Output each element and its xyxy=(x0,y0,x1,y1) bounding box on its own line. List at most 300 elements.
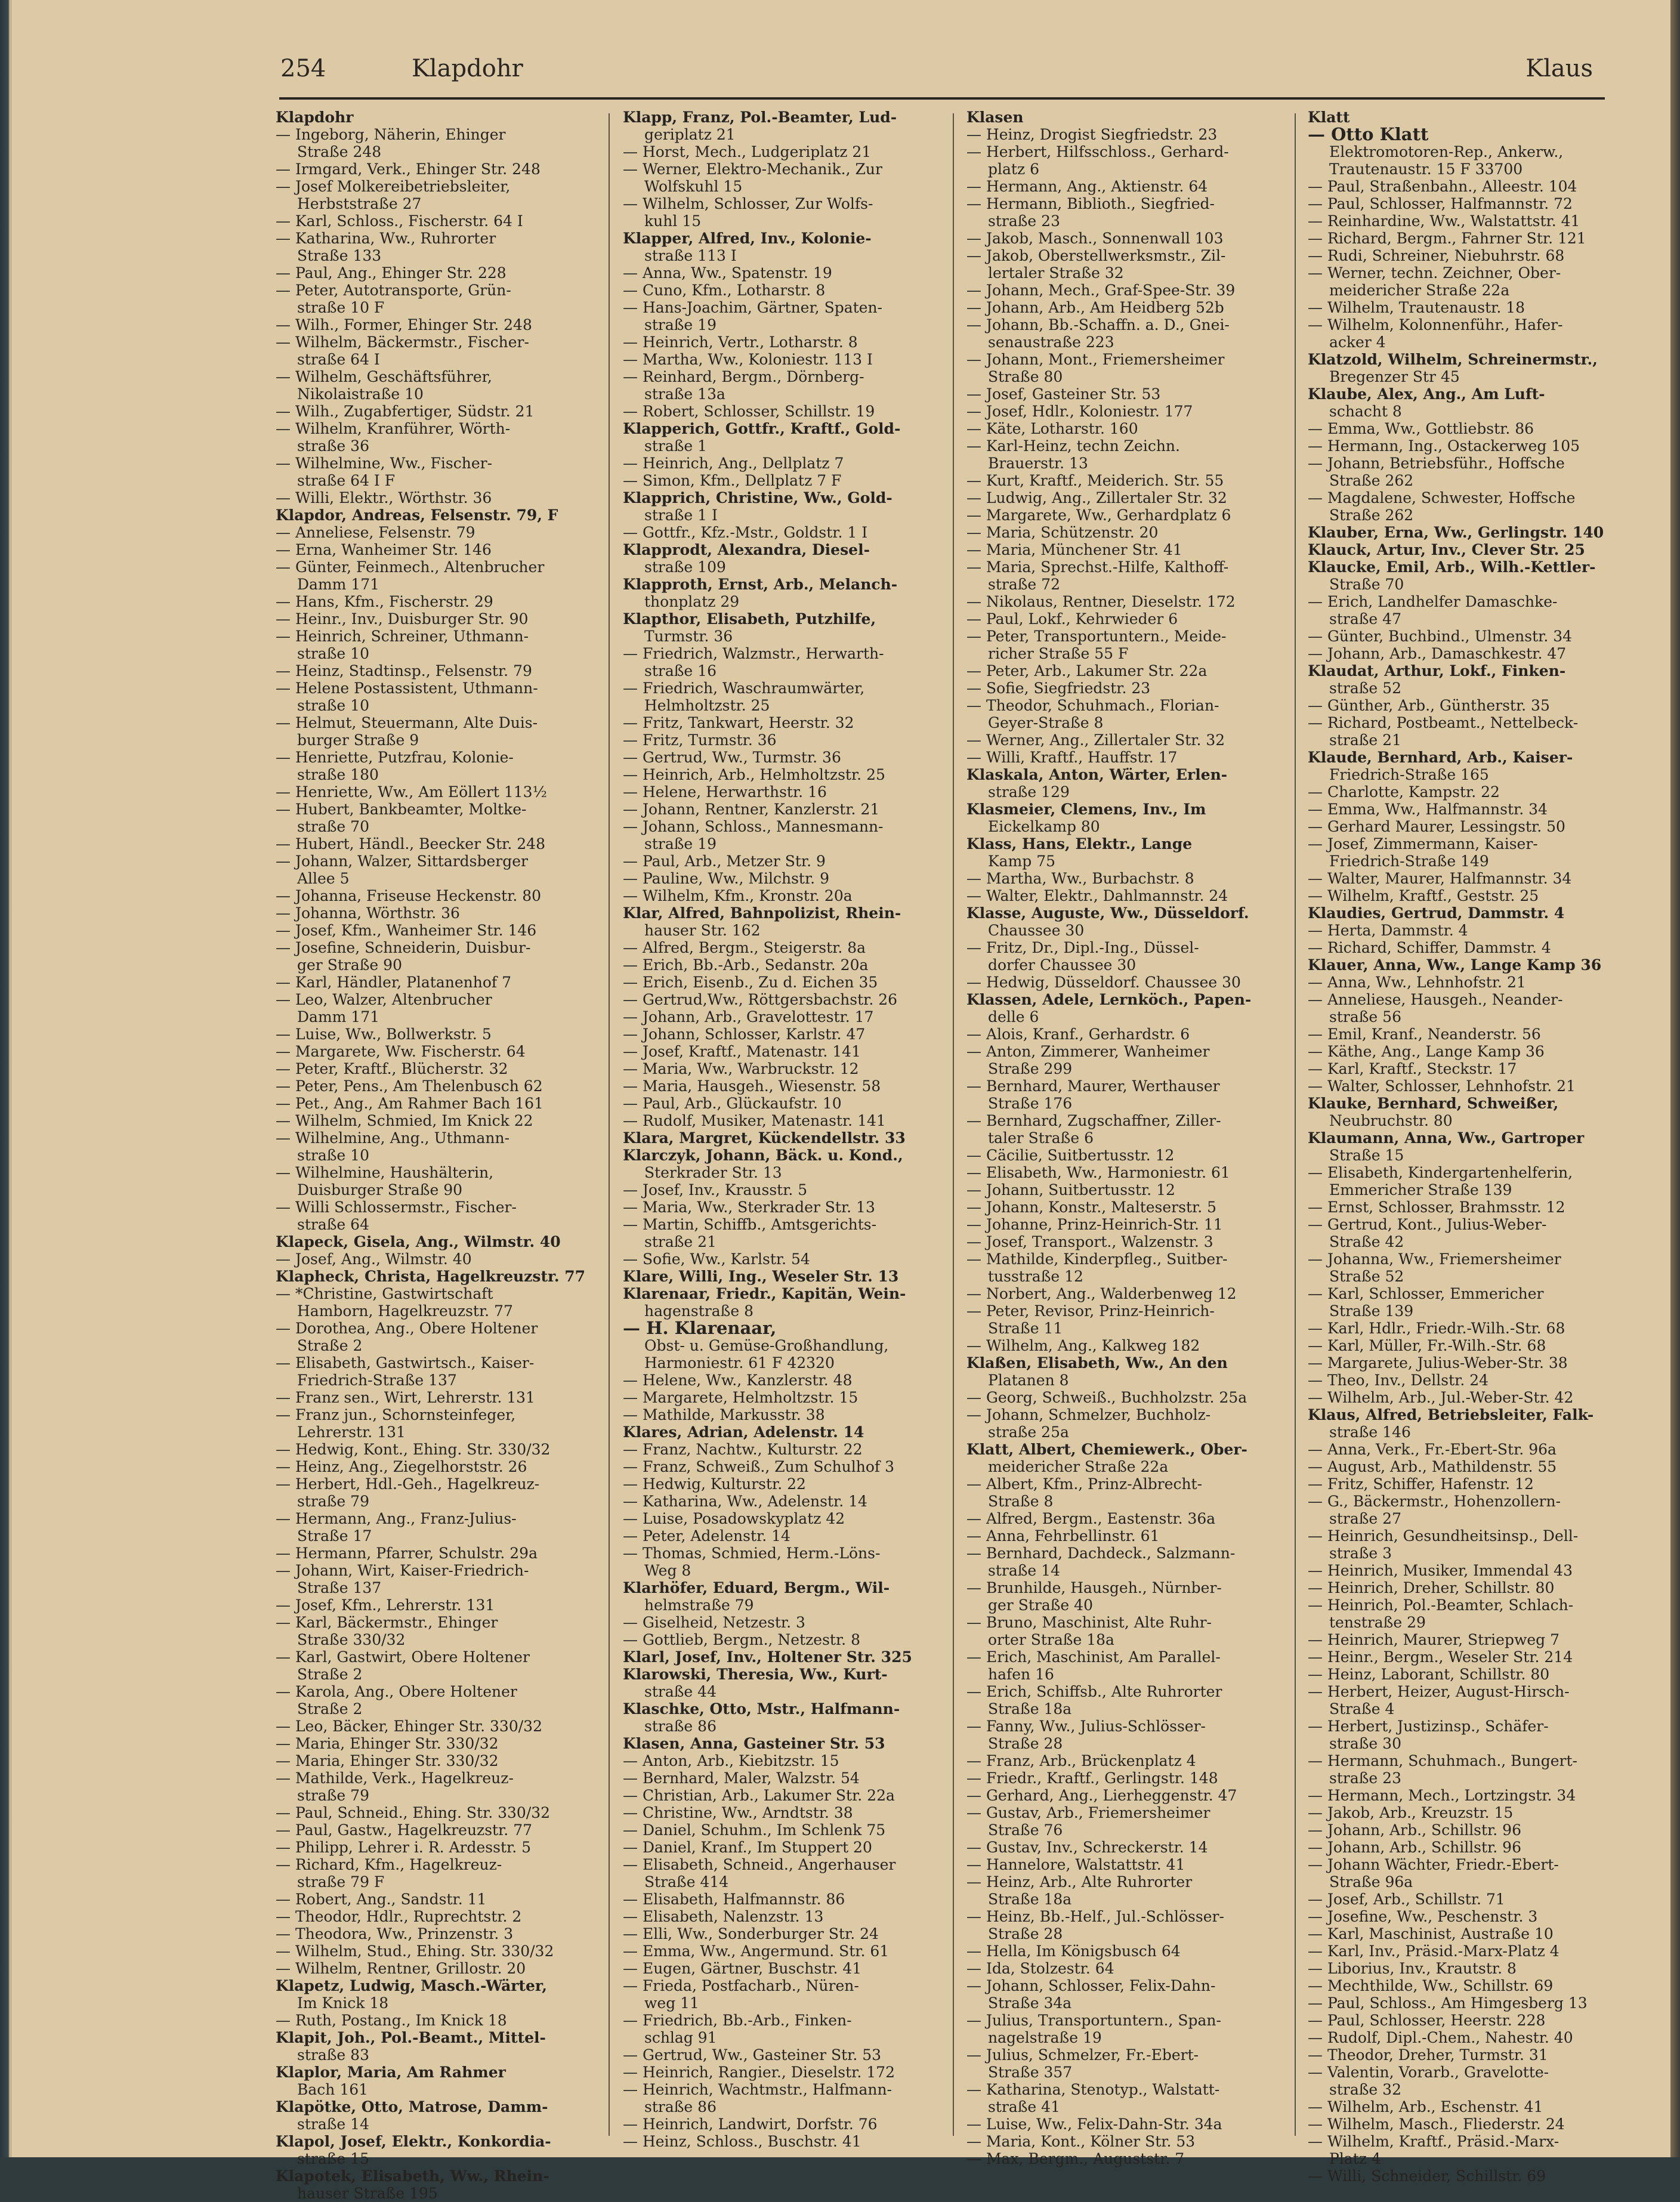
directory-entry-line: — Käthe, Ang., Lange Kamp 36 xyxy=(1308,1043,1545,1060)
directory-entry-line: straße 86 xyxy=(644,1718,717,1735)
directory-entry-line: Trautenaustr. 15 F 33700 xyxy=(1329,160,1523,178)
directory-entry-line: — Hedwig, Kulturstr. 22 xyxy=(623,1475,806,1493)
directory-entry-head: Klapdohr xyxy=(276,109,354,126)
directory-entry-line: — Heinrich, Rangier., Dieselstr. 172 xyxy=(623,2064,895,2081)
directory-entry-line: — Robert, Ang., Sandstr. 11 xyxy=(276,1891,487,1908)
directory-entry-line: Straße 80 xyxy=(988,368,1063,385)
directory-entry-line: — Mathilde, Verk., Hagelkreuz- xyxy=(276,1769,514,1787)
directory-entry-line: — Bernhard, Zugschaffner, Ziller- xyxy=(966,1112,1221,1129)
directory-entry-line: straße 1 I xyxy=(644,507,718,524)
directory-entry-line: — Johann Wächter, Friedr.-Ebert- xyxy=(1308,1856,1559,1873)
directory-entry-line: richer Straße 55 F xyxy=(988,645,1129,662)
directory-entry-line: — Johann, Arb., Gravelottestr. 17 xyxy=(623,1008,874,1026)
directory-entry-line: Straße 133 xyxy=(297,247,382,264)
directory-entry-line: — Walter, Schlosser, Lehnhofstr. 21 xyxy=(1308,1077,1576,1095)
directory-entry-line: — Wilhelm, Trautenaustr. 18 xyxy=(1308,299,1525,316)
directory-entry-line: straße 113 I xyxy=(644,247,737,264)
directory-entry-line: — Paul, Straßenbahn., Alleestr. 104 xyxy=(1308,178,1577,195)
directory-entry-line: — Wilhelmine, Ww., Fischer- xyxy=(276,455,493,472)
directory-entry-line: — Erich, Landhelfer Damaschke- xyxy=(1308,593,1558,610)
directory-entry-line: — Cuno, Kfm., Lotharstr. 8 xyxy=(623,282,826,299)
directory-entry-line: — Johann, Mont., Friemersheimer xyxy=(966,351,1225,368)
directory-entry-line: — Hermann, Ang., Franz-Julius- xyxy=(276,1510,517,1527)
directory-entry-line: — August, Arb., Mathildenstr. 55 xyxy=(1308,1458,1557,1475)
directory-entry-line: — Katharina, Stenotyp., Walstatt- xyxy=(966,2081,1220,2098)
directory-entry-line: — Bernhard, Maler, Walzstr. 54 xyxy=(623,1769,860,1787)
directory-entry-line: — Julius, Schmelzer, Fr.-Ebert- xyxy=(966,2046,1199,2064)
directory-entry-head: Klaßen, Elisabeth, Ww., An den xyxy=(966,1354,1228,1372)
directory-entry-line: — Christian, Arb., Lakumer Str. 22a xyxy=(623,1787,895,1804)
directory-entry-line: — Walter, Maurer, Halfmannstr. 34 xyxy=(1308,870,1572,887)
directory-entry-line: — Friedrich, Bb.-Arb., Finken- xyxy=(623,2012,852,2029)
directory-entry-line: — Rudi, Schreiner, Niebuhrstr. 68 xyxy=(1308,247,1565,264)
directory-entry-line: Straße 96a xyxy=(1329,1873,1413,1891)
directory-entry-line: — Karl, Schlosser, Emmericher xyxy=(1308,1285,1544,1302)
directory-entry-line: — Josef, Inv., Krausstr. 5 xyxy=(623,1181,808,1199)
directory-entry-line: hafen 16 xyxy=(988,1666,1054,1683)
directory-entry-line: — Wilhelmine, Ang., Uthmann- xyxy=(276,1129,510,1147)
directory-entry-line: — Fritz, Tankwart, Heerstr. 32 xyxy=(623,714,854,731)
directory-entry-line: — Leo, Bäcker, Ehinger Str. 330/32 xyxy=(276,1718,542,1735)
directory-entry-line: — Peter, Adelenstr. 14 xyxy=(623,1527,790,1545)
directory-entry-head: Klaus, Alfred, Betriebsleiter, Falk- xyxy=(1308,1406,1594,1423)
directory-entry-line: straße 23 xyxy=(1329,1769,1401,1787)
directory-entry-line: — Erich, Eisenb., Zu d. Eichen 35 xyxy=(623,974,878,991)
directory-entry-line: straße 72 xyxy=(988,576,1060,593)
directory-entry-line: — Heinrich, Gesundheitsinsp., Dell- xyxy=(1308,1527,1579,1545)
directory-entry-line: — Johann, Arb., Schillstr. 96 xyxy=(1308,1821,1521,1839)
directory-entry-line: Damm 171 xyxy=(297,1008,380,1026)
directory-entry-line: — Charlotte, Kampstr. 22 xyxy=(1308,783,1500,801)
directory-entry-line: — Friedrich, Waschraumwärter, xyxy=(623,680,865,697)
directory-entry-line: Straße 176 xyxy=(988,1095,1073,1112)
directory-entry-line: delle 6 xyxy=(988,1008,1039,1026)
directory-entry-line: — Gottlieb, Bergm., Netzestr. 8 xyxy=(623,1631,860,1648)
directory-entry-line: — Franz, Arb., Brückenplatz 4 xyxy=(966,1752,1196,1769)
directory-entry-line: — Johann, Schlosser, Karlstr. 47 xyxy=(623,1026,866,1043)
directory-entry-line: — Georg, Schweiß., Buchholzstr. 25a xyxy=(966,1389,1247,1406)
directory-entry-line: straße 27 xyxy=(1329,1510,1401,1527)
directory-entry-line: — Johann, Suitbertusstr. 12 xyxy=(966,1181,1175,1199)
directory-entry-line: — Paul, Arb., Glückaufstr. 10 xyxy=(623,1095,842,1112)
directory-entry-line: Straße 18a xyxy=(988,1891,1072,1908)
directory-entry-line: senaustraße 223 xyxy=(988,333,1114,351)
directory-entry-line: — Heinrich, Ang., Dellplatz 7 xyxy=(623,455,844,472)
directory-entry-line: — Hannelore, Walstattstr. 41 xyxy=(966,1856,1185,1873)
directory-entry-line: — Johann, Mech., Graf-Spee-Str. 39 xyxy=(966,282,1236,299)
directory-entry-line: — Gertrud, Kont., Julius-Weber- xyxy=(1308,1216,1547,1233)
directory-entry-line: — Mathilde, Markusstr. 38 xyxy=(623,1406,825,1423)
directory-entry-line: Straße 76 xyxy=(988,1821,1063,1839)
directory-entry-line: — Simon, Kfm., Dellplatz 7 F xyxy=(623,472,842,489)
directory-entry-line: — Hans-Joachim, Gärtner, Spaten- xyxy=(623,299,882,316)
directory-entry-line: Straße 15 xyxy=(1329,1147,1404,1164)
directory-entry-line: — Käte, Lotharstr. 160 xyxy=(966,420,1138,437)
directory-entry-line: — Wilhelm, Ang., Kalkweg 182 xyxy=(966,1337,1200,1354)
directory-entry-line: — Heinz, Arb., Alte Ruhrorter xyxy=(966,1873,1193,1891)
directory-entry-line: — Wilhelm, Kraftf., Präsid.-Marx- xyxy=(1308,2133,1559,2150)
directory-entry-line: — Willi, Elektr., Wörthstr. 36 xyxy=(276,489,492,507)
directory-entry-line: — Josefine, Ww., Peschenstr. 3 xyxy=(1308,1908,1538,1925)
directory-entry-line: — Giselheid, Netzestr. 3 xyxy=(623,1614,805,1631)
directory-entry-line: — Gerhard Maurer, Lessingstr. 50 xyxy=(1308,818,1565,835)
directory-entry-head: Klatt xyxy=(1308,109,1350,126)
directory-entry-line: — Heinr., Inv., Duisburger Str. 90 xyxy=(276,610,529,628)
directory-entry-line: — Mechthilde, Ww., Schillstr. 69 xyxy=(1308,1977,1554,1994)
directory-entry-line: — Katharina, Ww., Adelenstr. 14 xyxy=(623,1493,867,1510)
directory-entry-line: — Hans, Kfm., Fischerstr. 29 xyxy=(276,593,493,610)
directory-entry-line: — Alois, Kranf., Gerhardstr. 6 xyxy=(966,1026,1190,1043)
directory-entry-line: straße 13a xyxy=(644,385,725,403)
directory-entry-head: Klaudat, Arthur, Lokf., Finken- xyxy=(1308,662,1566,680)
directory-entry-line: — Karl, Gastwirt, Obere Holtener xyxy=(276,1648,530,1666)
directory-entry-line: ger Straße 40 xyxy=(988,1596,1093,1614)
directory-entry-line: straße 36 xyxy=(297,437,369,455)
directory-entry-line: — Josef, Zimmermann, Kaiser- xyxy=(1308,835,1538,853)
directory-entry-head: Klaplor, Maria, Am Rahmer xyxy=(276,2064,506,2081)
directory-entry-line: Brauerstr. 13 xyxy=(988,455,1088,472)
directory-entry-head: Klarhöfer, Eduard, Bergm., Wil- xyxy=(623,1579,890,1596)
directory-entry-line: — Margarete, Julius-Weber-Str. 38 xyxy=(1308,1354,1568,1372)
directory-entry-line: Friedrich-Straße 165 xyxy=(1329,766,1489,783)
directory-entry-line: Straße 357 xyxy=(988,2064,1073,2081)
directory-entry-line: — Hermann, Ang., Aktienstr. 64 xyxy=(966,178,1208,195)
directory-entry-line: straße 3 xyxy=(1329,1545,1392,1562)
directory-entry-line: — Josef, Kfm., Lehrerstr. 131 xyxy=(276,1596,495,1614)
directory-entry-line: — Theodora, Ww., Prinzenstr. 3 xyxy=(276,1925,514,1942)
directory-entry-line: Turmstr. 36 xyxy=(644,628,733,645)
directory-entry-line: Elektromotoren-Rep., Ankerw., xyxy=(1329,143,1564,160)
directory-entry-line: — Wilhelm, Kranführer, Wörth- xyxy=(276,420,511,437)
directory-entry-line: — Gertrud, Ww., Turmstr. 36 xyxy=(623,749,841,766)
directory-entry-line: — Martin, Schiffb., Amtsgerichts- xyxy=(623,1216,877,1233)
directory-entry-line: — Josef, Gasteiner Str. 53 xyxy=(966,385,1161,403)
directory-entry-line: — Heinr., Bergm., Weseler Str. 214 xyxy=(1308,1648,1573,1666)
directory-entry-line: — Maria, Schützenstr. 20 xyxy=(966,524,1159,541)
directory-entry-line: orter Straße 18a xyxy=(988,1631,1114,1648)
directory-entry-line: Straße 262 xyxy=(1329,507,1414,524)
directory-entry-line: Neubruchstr. 80 xyxy=(1329,1112,1453,1129)
directory-entry-line: — Mathilde, Kinderpfleg., Suitber- xyxy=(966,1250,1228,1268)
directory-entry-line: Bregenzer Str 45 xyxy=(1329,368,1460,385)
directory-entry-line: — Maria, Kont., Kölner Str. 53 xyxy=(966,2133,1196,2150)
directory-entry-line: — Albert, Kfm., Prinz-Albrecht- xyxy=(966,1475,1203,1493)
directory-entry-line: — Wilh., Zugabfertiger, Südstr. 21 xyxy=(276,403,535,420)
directory-entry-line: — Wilhelm, Kolonnenführ., Hafer- xyxy=(1308,316,1563,333)
directory-entry-line: acker 4 xyxy=(1329,333,1386,351)
directory-entry-line: — Paul, Arb., Metzer Str. 9 xyxy=(623,853,826,870)
directory-entry-line: — Ernst, Schlosser, Brahmsstr. 12 xyxy=(1308,1199,1565,1216)
directory-entry-line: straße 129 xyxy=(988,783,1070,801)
directory-column-3 xyxy=(966,109,1293,2167)
directory-entry-line: — Elisabeth, Nalenzstr. 13 xyxy=(623,1908,824,1925)
directory-entry-line: Platanen 8 xyxy=(988,1372,1069,1389)
directory-entry-line: straße 14 xyxy=(988,1562,1060,1579)
directory-entry-line: straße 10 xyxy=(297,1147,369,1164)
directory-entry-head: Klare, Willi, Ing., Weseler Str. 13 xyxy=(623,1268,899,1285)
directory-entry-head: Klares, Adrian, Adelenstr. 14 xyxy=(623,1423,864,1441)
directory-entry-line: straße 10 xyxy=(297,645,369,662)
directory-entry-line: — Gertrud,Ww., Röttgersbachstr. 26 xyxy=(623,991,898,1008)
directory-entry-line: — Karl, Schloss., Fischerstr. 64 I xyxy=(276,212,523,230)
directory-entry-head: Klaskala, Anton, Wärter, Erlen- xyxy=(966,766,1228,783)
directory-entry-line: — Paul, Lokf., Kehrwieder 6 xyxy=(966,610,1178,628)
left-running-head: Klapdohr xyxy=(412,55,523,82)
directory-entry-line: Eickelkamp 80 xyxy=(988,818,1100,835)
directory-entry-line: — Johanna, Wörthstr. 36 xyxy=(276,904,460,922)
directory-entry-line: — Martha, Ww., Burbachstr. 8 xyxy=(966,870,1194,887)
directory-entry-line: — Richard, Schiffer, Dammstr. 4 xyxy=(1308,939,1551,956)
directory-entry-line: — Herta, Dammstr. 4 xyxy=(1308,922,1468,939)
directory-entry-line: — Ludwig, Ang., Zillertaler Str. 32 xyxy=(966,489,1227,507)
directory-entry-line: straße 19 xyxy=(644,835,717,853)
directory-entry-line: — Wilhelm, Rentner, Grillostr. 20 xyxy=(276,1960,526,1977)
directory-entry-line: — Karl, Maschinist, Austraße 10 xyxy=(1308,1925,1554,1942)
directory-entry-line: straße 52 xyxy=(1329,680,1401,697)
directory-entry-line: — Elli, Ww., Sonderburger Str. 24 xyxy=(623,1925,879,1942)
directory-entry-line: Lehrerstr. 131 xyxy=(297,1423,406,1441)
directory-entry-line: — Wilhelm, Kraftf., Geststr. 25 xyxy=(1308,887,1539,904)
directory-entry-line: straße 64 xyxy=(297,1216,369,1233)
directory-entry-line: Straße 248 xyxy=(297,143,382,160)
directory-entry-line: — Max, Bergm., Auguststr. 7 xyxy=(966,2150,1185,2167)
directory-entry-line: — Paul, Gastw., Hagelkreuzstr. 77 xyxy=(276,1821,533,1839)
directory-entry-line: — Josef, Hdlr., Koloniestr. 177 xyxy=(966,403,1193,420)
directory-entry-line: — Helmut, Steuermann, Alte Duis- xyxy=(276,714,538,731)
directory-entry-line: — Frieda, Postfacharb., Nüren- xyxy=(623,1977,859,1994)
directory-entry-line: — Johann, Rentner, Kanzlerstr. 21 xyxy=(623,801,880,818)
directory-entry-head: Klasen, Anna, Gasteiner Str. 53 xyxy=(623,1735,885,1752)
directory-entry-line: Allee 5 xyxy=(297,870,350,887)
directory-entry-head: Klauck, Artur, Inv., Clever Str. 25 xyxy=(1308,541,1585,558)
directory-entry-line: — Anton, Arb., Kiebitzstr. 15 xyxy=(623,1752,839,1769)
directory-entry-line: — Heinrich, Schreiner, Uthmann- xyxy=(276,628,529,645)
directory-entry-line: straße 47 xyxy=(1329,610,1401,628)
directory-entry-line: — Peter, Pens., Am Thelenbusch 62 xyxy=(276,1077,543,1095)
directory-entry-line: tenstraße 29 xyxy=(1329,1614,1426,1631)
directory-entry-line: straße 1 xyxy=(644,437,708,455)
directory-entry-head: Klapol, Josef, Elektr., Konkordia- xyxy=(276,2133,551,2150)
directory-entry-head: Klasen xyxy=(966,109,1024,126)
directory-entry-line: — Franz, Nachtw., Kulturstr. 22 xyxy=(623,1441,863,1458)
directory-entry-line: meidericher Straße 22a xyxy=(1329,282,1510,299)
directory-entry-line: — Hubert, Bankbeamter, Moltke- xyxy=(276,801,527,818)
directory-entry-line: — Elisabeth, Kindergartenhelferin, xyxy=(1308,1164,1573,1181)
directory-entry-head: — Otto Klatt xyxy=(1308,124,1429,144)
directory-entry-line: — Erich, Bb.-Arb., Sedanstr. 20a xyxy=(623,956,869,974)
directory-entry-line: — Hermann, Biblioth., Siegfried- xyxy=(966,195,1215,212)
directory-entry-line: — Elisabeth, Halfmannstr. 86 xyxy=(623,1891,845,1908)
directory-entry-line: Straße 28 xyxy=(988,1735,1063,1752)
directory-entry-line: — Josef, Kraftf., Matenastr. 141 xyxy=(623,1043,861,1060)
directory-entry-line: — Irmgard, Verk., Ehinger Str. 248 xyxy=(276,160,541,178)
directory-entry-line: — Johann, Bb.-Schaffn. a. D., Gnei- xyxy=(966,316,1230,333)
directory-entry-line: — Heinz, Bb.-Helf., Jul.-Schlösser- xyxy=(966,1908,1224,1925)
directory-column-1 xyxy=(276,109,603,2202)
directory-entry-line: — Alfred, Bergm., Steigerstr. 8a xyxy=(623,939,866,956)
directory-entry-line: — Karl, Inv., Präsid.-Marx-Platz 4 xyxy=(1308,1942,1559,1960)
directory-entry-line: Sterkrader Str. 13 xyxy=(644,1164,782,1181)
directory-entry-line: — Theodor, Hdlr., Ruprechtstr. 2 xyxy=(276,1908,522,1925)
directory-entry-line: Chaussee 30 xyxy=(988,922,1085,939)
directory-entry-line: — G., Bäckermstr., Hohenzollern- xyxy=(1308,1493,1561,1510)
directory-entry-line: Straße 52 xyxy=(1329,1268,1404,1285)
directory-entry-line: — Günter, Buchbind., Ulmenstr. 34 xyxy=(1308,628,1573,645)
directory-entry-line: straße 109 xyxy=(644,558,726,576)
directory-entry-line: schlag 91 xyxy=(644,2029,717,2046)
directory-entry-head: Klarenaar, Friedr., Kapitän, Wein- xyxy=(623,1285,906,1302)
directory-entry-line: — Heinrich, Dreher, Schillstr. 80 xyxy=(1308,1579,1555,1596)
directory-entry-line: — Emil, Kranf., Neanderstr. 56 xyxy=(1308,1026,1541,1043)
directory-entry-line: Straße 18a xyxy=(988,1700,1072,1718)
directory-entry-line: Straße 42 xyxy=(1329,1233,1404,1250)
directory-entry-line: — Alfred, Bergm., Eastenstr. 36a xyxy=(966,1510,1216,1527)
directory-entry-line: — Anneliese, Hausgeh., Neander- xyxy=(1308,991,1563,1008)
directory-entry-line: — Theodor, Schuhmach., Florian- xyxy=(966,697,1219,714)
directory-entry-line: — Hermann, Pfarrer, Schulstr. 29a xyxy=(276,1545,538,1562)
directory-entry-line: — Josefine, Schneiderin, Duisbur- xyxy=(276,939,531,956)
directory-entry-line: platz 6 xyxy=(988,160,1039,178)
directory-entry-line: — Jakob, Masch., Sonnenwall 103 xyxy=(966,230,1224,247)
directory-entry-head: Klapper, Alfred, Inv., Kolonie- xyxy=(623,230,872,247)
directory-entry-line: Wolfskuhl 15 xyxy=(644,178,743,195)
directory-entry-line: — Fritz, Schiffer, Hafenstr. 12 xyxy=(1308,1475,1534,1493)
directory-entry-head: Klar, Alfred, Bahnpolizist, Rhein- xyxy=(623,904,901,922)
directory-entry-line: — Helene, Ww., Kanzlerstr. 48 xyxy=(623,1372,853,1389)
directory-entry-line: — Paul, Schlosser, Heerstr. 228 xyxy=(1308,2012,1546,2029)
directory-entry-line: — Heinrich, Pol.-Beamter, Schlach- xyxy=(1308,1596,1574,1614)
directory-entry-line: — Maria, Ww., Sterkrader Str. 13 xyxy=(623,1199,875,1216)
directory-column-4 xyxy=(1308,109,1618,2185)
directory-entry-line: — Elisabeth, Schneid., Angerhauser xyxy=(623,1856,896,1873)
directory-entry-line: — Franz jun., Schornsteinfeger, xyxy=(276,1406,516,1423)
directory-entry-line: Emmericher Straße 139 xyxy=(1329,1181,1512,1199)
directory-entry-line: — Wilhelm, Geschäftsführer, xyxy=(276,368,492,385)
directory-entry-line: straße 83 xyxy=(297,2046,369,2064)
directory-entry-line: — Werner, techn. Zeichner, Ober- xyxy=(1308,264,1561,282)
directory-entry-line: — Hella, Im Königsbusch 64 xyxy=(966,1942,1181,1960)
directory-entry-line: — Emma, Ww., Gottliebstr. 86 xyxy=(1308,420,1534,437)
directory-entry-line: — Anneliese, Felsenstr. 79 xyxy=(276,524,475,541)
directory-entry-line: — Hermann, Schuhmach., Bungert- xyxy=(1308,1752,1578,1769)
directory-entry-line: taler Straße 6 xyxy=(988,1129,1094,1147)
directory-entry-head: Klaumann, Anna, Ww., Gartroper xyxy=(1308,1129,1585,1147)
directory-entry-line: — Maria, Ww., Warbruckstr. 12 xyxy=(623,1060,859,1077)
directory-entry-line: Damm 171 xyxy=(297,576,380,593)
directory-entry-line: straße 44 xyxy=(644,1683,717,1700)
directory-entry-line: — Sofie, Ww., Karlstr. 54 xyxy=(623,1250,810,1268)
directory-entry-line: — Friedr., Kraftf., Gerlingstr. 148 xyxy=(966,1769,1218,1787)
directory-entry-line: — Erich, Schiffsb., Alte Ruhrorter xyxy=(966,1683,1222,1700)
directory-entry-line: — Walter, Elektr., Dahlmannstr. 24 xyxy=(966,887,1228,904)
directory-entry-head: Klarowski, Theresia, Ww., Kurt- xyxy=(623,1666,888,1683)
directory-entry-line: — Emma, Ww., Halfmannstr. 34 xyxy=(1308,801,1548,818)
directory-entry-line: — Heinrich, Musiker, Immendal 43 xyxy=(1308,1562,1573,1579)
directory-entry-line: Straße 17 xyxy=(297,1527,372,1545)
directory-entry-head: Klapthor, Elisabeth, Putzhilfe, xyxy=(623,610,876,628)
directory-entry-line: geriplatz 21 xyxy=(644,126,736,143)
directory-entry-line: Herbststraße 27 xyxy=(297,195,422,212)
directory-entry-line: — Karl-Heinz, techn Zeichn. xyxy=(966,437,1180,455)
directory-entry-line: — Katharina, Ww., Ruhrorter xyxy=(276,230,496,247)
directory-entry-head: — H. Klarenaar, xyxy=(623,1318,777,1338)
directory-entry-head: Klapotek, Elisabeth, Ww., Rhein- xyxy=(276,2167,549,2185)
directory-entry-line: Harmoniestr. 61 F 42320 xyxy=(644,1354,835,1372)
directory-entry-line: — Herbert, Justizinsp., Schäfer- xyxy=(1308,1718,1549,1735)
directory-entry-line: — *Christine, Gastwirtschaft xyxy=(276,1285,493,1302)
directory-entry-line: Hamborn, Hagelkreuzstr. 77 xyxy=(297,1302,513,1320)
directory-entry-line: — Werner, Ang., Zillertaler Str. 32 xyxy=(966,731,1225,749)
directory-entry-line: Geyer-Straße 8 xyxy=(988,714,1104,731)
directory-entry-line: straße 70 xyxy=(297,818,369,835)
directory-entry-line: — Erna, Wanheimer Str. 146 xyxy=(276,541,492,558)
directory-entry-line: — Herbert, Hdl.-Geh., Hagelkreuz- xyxy=(276,1475,540,1493)
directory-entry-line: Straße 2 xyxy=(297,1666,363,1683)
directory-entry-line: — Sofie, Siegfriedstr. 23 xyxy=(966,680,1151,697)
directory-entry-line: straße 180 xyxy=(297,766,379,783)
directory-entry-head: Klapit, Joh., Pol.-Beamt., Mittel- xyxy=(276,2029,546,2046)
directory-entry-line: — Wilh., Former, Ehinger Str. 248 xyxy=(276,316,532,333)
directory-entry-line: — Wilhelm, Schmied, Im Knick 22 xyxy=(276,1112,533,1129)
directory-entry-line: Straße 137 xyxy=(297,1579,382,1596)
directory-entry-line: — Johanne, Prinz-Heinrich-Str. 11 xyxy=(966,1216,1223,1233)
directory-entry-line: — Pet., Ang., Am Rahmer Bach 161 xyxy=(276,1095,543,1112)
directory-entry-line: — Erich, Maschinist, Am Parallel- xyxy=(966,1648,1221,1666)
directory-entry-line: Kamp 75 xyxy=(988,853,1056,870)
directory-entry-line: — Maria, Ehinger Str. 330/32 xyxy=(276,1735,499,1752)
directory-entry-line: — Leo, Walzer, Altenbrucher xyxy=(276,991,492,1008)
directory-entry-line: — Peter, Kraftf., Blücherstr. 32 xyxy=(276,1060,508,1077)
directory-entry-line: — Margarete, Helmholtzstr. 15 xyxy=(623,1389,858,1406)
directory-entry-line: — Hermann, Mech., Lortzingstr. 34 xyxy=(1308,1787,1576,1804)
directory-entry-line: — Karl, Hdlr., Friedr.-Wilh.-Str. 68 xyxy=(1308,1320,1565,1337)
directory-entry-head: Klauke, Bernhard, Schweißer, xyxy=(1308,1095,1559,1112)
directory-entry-line: — Franz, Schweiß., Zum Schulhof 3 xyxy=(623,1458,894,1475)
directory-entry-line: — Henriette, Ww., Am Eöllert 113½ xyxy=(276,783,547,801)
directory-entry-line: — Dorothea, Ang., Obere Holtener xyxy=(276,1320,538,1337)
directory-entry-line: Straße 299 xyxy=(988,1060,1073,1077)
directory-entry-line: — Johann, Arb., Damaschkestr. 47 xyxy=(1308,645,1567,662)
directory-entry-line: — Johann, Konstr., Malteserstr. 5 xyxy=(966,1199,1216,1216)
directory-entry-line: — Hedwig, Kont., Ehing. Str. 330/32 xyxy=(276,1441,551,1458)
directory-entry-line: — Karola, Ang., Obere Holtener xyxy=(276,1683,517,1700)
directory-entry-line: Straße 2 xyxy=(297,1337,363,1354)
directory-entry-head: Klaucke, Emil, Arb., Wilh.-Kettler- xyxy=(1308,558,1596,576)
directory-entry-line: — Paul, Ang., Ehinger Str. 228 xyxy=(276,264,507,282)
directory-entry-line: — Eugen, Gärtner, Buschstr. 41 xyxy=(623,1960,862,1977)
directory-entry-line: straße 25a xyxy=(988,1423,1069,1441)
page-number: 254 xyxy=(280,55,326,82)
directory-entry-line: straße 41 xyxy=(988,2098,1060,2115)
directory-entry-line: — Karl, Händler, Platanenhof 7 xyxy=(276,974,511,991)
directory-entry-line: — Heinz, Schloss., Buschstr. 41 xyxy=(623,2133,861,2150)
directory-entry-line: Straße 28 xyxy=(988,1925,1063,1942)
directory-entry-line: — Gertrud, Ww., Gasteiner Str. 53 xyxy=(623,2046,882,2064)
directory-entry-line: — Maria, Ehinger Str. 330/32 xyxy=(276,1752,499,1769)
directory-entry-line: — Wilhelm, Bäckermstr., Fischer- xyxy=(276,333,529,351)
directory-entry-line: Straße 34a xyxy=(988,1994,1072,2012)
directory-entry-line: — Josef Molkereibetriebsleiter, xyxy=(276,178,511,195)
directory-entry-line: — Robert, Schlosser, Schillstr. 19 xyxy=(623,403,875,420)
directory-entry-head: Klapdor, Andreas, Felsenstr. 79, F xyxy=(276,507,558,524)
directory-entry-line: — Pauline, Ww., Milchstr. 9 xyxy=(623,870,829,887)
directory-entry-line: — Heinz, Ang., Ziegelhorststr. 26 xyxy=(276,1458,527,1475)
directory-entry-line: — Fritz, Turmstr. 36 xyxy=(623,731,777,749)
directory-entry-line: — Anna, Verk., Fr.-Ebert-Str. 96a xyxy=(1308,1441,1557,1458)
directory-entry-line: — Maria, Sprechst.-Hilfe, Kalthoff- xyxy=(966,558,1229,576)
directory-entry-line: — Elisabeth, Ww., Harmoniestr. 61 xyxy=(966,1164,1230,1181)
directory-entry-line: straße 79 xyxy=(297,1787,369,1804)
